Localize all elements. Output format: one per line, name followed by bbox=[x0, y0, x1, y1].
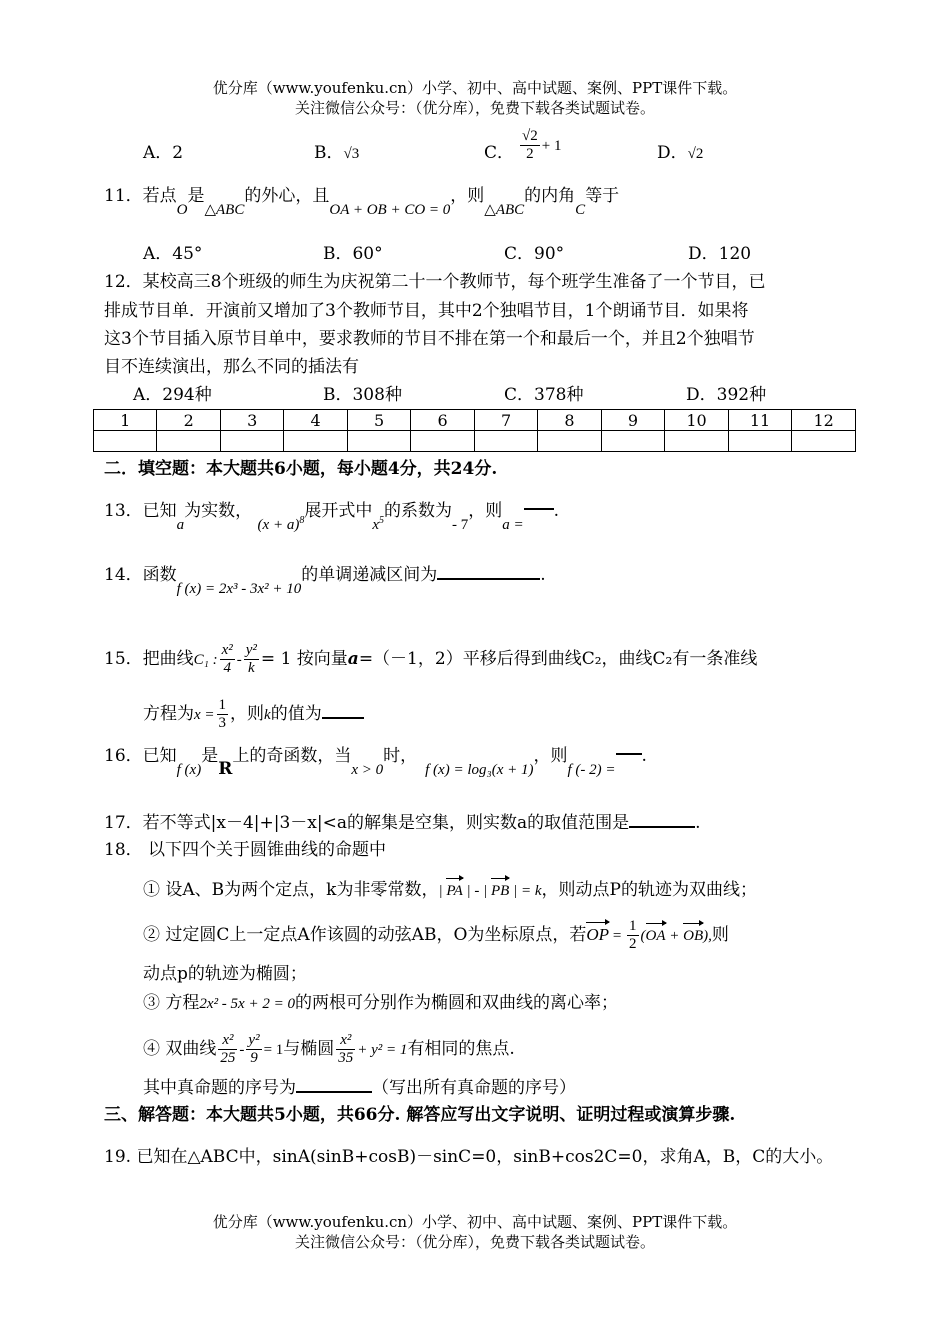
q13: 13．已知a为实数， $(x + a)^8$展开式中$x^5$的系数为- 7，则a =. bbox=[104, 501, 560, 533]
answer-header-12: 12 bbox=[792, 410, 856, 431]
q12-option-c: C．378种 bbox=[504, 385, 584, 405]
answer-table bbox=[93, 409, 856, 452]
q17-answer-blank bbox=[629, 826, 695, 828]
answer-header-11: 11 bbox=[728, 410, 792, 431]
q11-option-c: C．90° bbox=[504, 244, 565, 264]
q11-vector-equation: OA + OB + CO = 0 bbox=[329, 202, 451, 218]
q18-answer-line: 其中真命题的序号为 （写出所有真命题的序号） bbox=[143, 1078, 576, 1098]
answer-cell[interactable] bbox=[665, 431, 729, 452]
q18-proposition-2-cont: 动点p的轨迹为椭圆； bbox=[143, 964, 307, 984]
answer-header-8: 8 bbox=[538, 410, 601, 431]
answer-cell[interactable] bbox=[538, 431, 601, 452]
answer-cell[interactable] bbox=[411, 431, 474, 452]
q10-option-c-expr: $\frac{√2}{2}$ + 1 bbox=[522, 128, 562, 162]
answer-cell[interactable] bbox=[347, 431, 410, 452]
answer-header-7: 7 bbox=[474, 410, 537, 431]
q10-option-a: A．2 bbox=[143, 143, 184, 163]
q11-option-a: A．45° bbox=[143, 244, 203, 264]
q12-line-2: 排成节目单．开演前又增加了3个教师节目，其中2个独唱节目，1个朗诵节目．如果将 bbox=[104, 301, 749, 321]
answer-header-3: 3 bbox=[220, 410, 283, 431]
q18-proposition-1: ① 设A、B为两个定点，k为非零常数，| PA | - | PB | = k，则动点P的轨迹为双曲线； bbox=[143, 878, 757, 903]
answer-header-1: 1 bbox=[94, 410, 157, 431]
answer-header-5: 5 bbox=[347, 410, 410, 431]
answer-cell[interactable] bbox=[94, 431, 157, 452]
q15-answer-blank bbox=[322, 717, 364, 719]
q15-line-1: 15．把曲线C₁ : $\frac{\text{x²}}{4}$ - $\frac{\text{y²}}{k}$ = 1 按向量a=（－1，2）平移后得到曲线C₂，曲线C₂有一条准线 bbox=[104, 642, 758, 676]
q18-proposition-2: ② 过定圆C上一定点A作该圆的动弦AB，O为坐标原点，若OP = $\frac{1}{2}$ (OA + OB),则 bbox=[143, 918, 729, 952]
answer-cell[interactable] bbox=[601, 431, 664, 452]
answer-header-9: 9 bbox=[601, 410, 664, 431]
answer-header-10: 10 bbox=[665, 410, 729, 431]
q18-answer-blank bbox=[296, 1091, 372, 1093]
answer-cell[interactable] bbox=[220, 431, 283, 452]
q12-line-1: 12．某校高三8个班级的师生为庆祝第二十一个教师节，每个班学生准备了一个节目，已 bbox=[104, 272, 766, 292]
answer-header-4: 4 bbox=[284, 410, 347, 431]
q12-option-b: B．308种 bbox=[323, 385, 402, 405]
q12-line-4: 目不连续演出，那么不同的插法有 bbox=[104, 357, 359, 377]
q11-option-b: B．60° bbox=[323, 244, 383, 264]
q14-answer-blank bbox=[437, 578, 540, 580]
answer-header-6: 6 bbox=[411, 410, 474, 431]
answer-table-header-row bbox=[94, 410, 856, 431]
answer-cell[interactable] bbox=[284, 431, 347, 452]
q18-proposition-3: ③ 方程2x² - 5x + 2 = 0的两根可分别作为椭圆和双曲线的离心率； bbox=[143, 993, 618, 1013]
section-3-title: 三、解答题：本大题共5小题，共66分. 解答应写出文字说明、证明过程或演算步骤. bbox=[104, 1105, 736, 1125]
q16: 16．已知f (x)是R上的奇函数，当x > 0时，f (x) = log₃(x + 1)，则f (- 2) =. bbox=[104, 746, 647, 779]
q12-line-3: 这3个节目插入原节目单中，要求教师的节目不排在第一个和最后一个，并且2个独唱节 bbox=[104, 329, 755, 349]
q18-proposition-4: ④ 双曲线 $\frac{\text{x²}}{25}$ - $\frac{\text{y²}}{9}$ = 1与椭圆 $\frac{\text{x²}}{35}$ + y² = 1有相同的焦点. bbox=[143, 1032, 515, 1066]
q18-intro: 18． 以下四个关于圆锥曲线的命题中 bbox=[104, 840, 387, 860]
q17: 17．若不等式|x－4|+|3－x|<a的解集是空集，则实数a的取值范围是 . bbox=[104, 813, 701, 833]
header-line-1: 优分库（www.youfenku.cn）小学、初中、高中试题、案例、PPT课件下载。 bbox=[212, 79, 738, 97]
header-line-2: 关注微信公众号：（优分库），免费下载各类试题试卷。 bbox=[294, 99, 655, 117]
footer-line-1: 优分库（www.youfenku.cn）小学、初中、高中试题、案例、PPT课件下载。 bbox=[212, 1213, 738, 1231]
q10-option-d: D．√2 bbox=[657, 143, 704, 163]
answer-table-blank-row bbox=[94, 431, 856, 452]
section-2-title: 二．填空题：本大题共6小题，每小题4分，共24分. bbox=[104, 459, 498, 479]
answer-cell[interactable] bbox=[157, 431, 220, 452]
q11-option-d: D．120 bbox=[688, 244, 752, 264]
answer-cell[interactable] bbox=[792, 431, 856, 452]
footer-line-2: 关注微信公众号：（优分库），免费下载各类试题试卷。 bbox=[294, 1233, 655, 1251]
q12-option-d: D．392种 bbox=[686, 385, 767, 405]
q15-line-2: 方程为x = $\frac{1}{3}$ ，则k的值为 bbox=[143, 697, 364, 732]
answer-cell[interactable] bbox=[728, 431, 792, 452]
q11-stem: 11．若点O是△ABC的外心，且OA + OB + CO = 0，则△ABC的内角C等于 bbox=[104, 186, 620, 218]
q19: 19. 已知在△ABC中，sinA(sinB+cosB)－sinC=0，sinB+cos2C=0，求角A，B，C的大小。 bbox=[104, 1147, 834, 1167]
answer-cell[interactable] bbox=[474, 431, 537, 452]
q14: 14．函数f (x) = 2x³ - 3x² + 10的单调递减区间为 . bbox=[104, 565, 546, 597]
q10-option-c: C． bbox=[484, 143, 515, 163]
q10-option-b: B．√3 bbox=[314, 143, 360, 163]
q12-option-a: A．294种 bbox=[133, 385, 212, 405]
answer-header-2: 2 bbox=[157, 410, 220, 431]
